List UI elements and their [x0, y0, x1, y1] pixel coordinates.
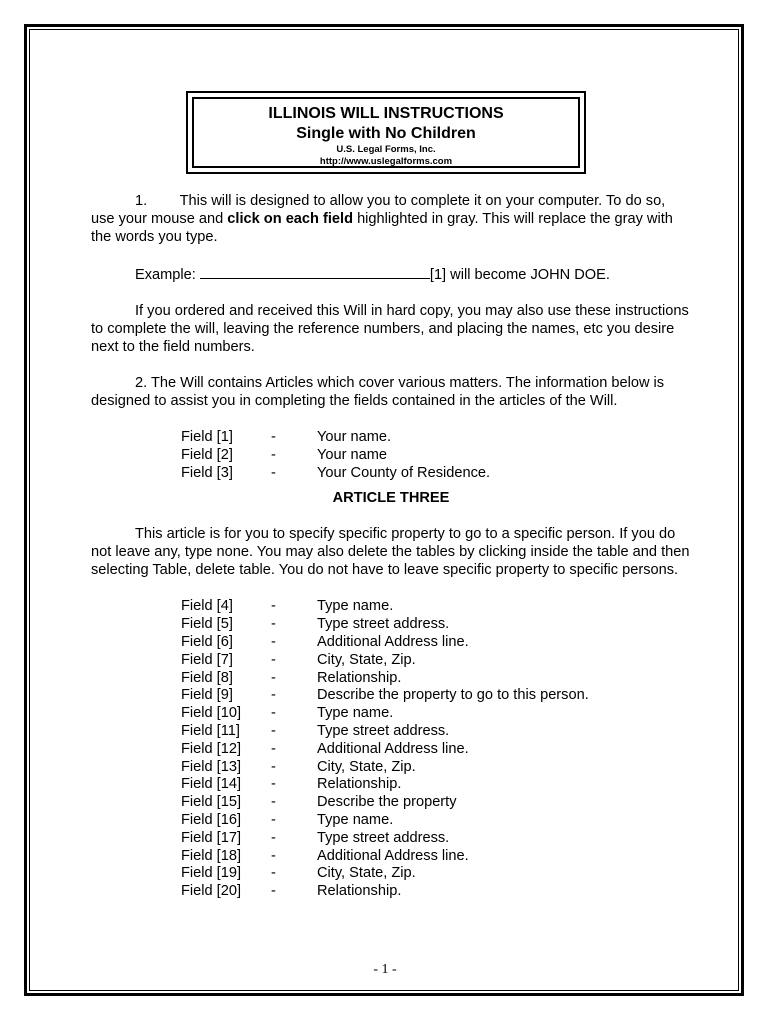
field-label: Field [13]: [181, 758, 242, 775]
field-row: [181, 615, 691, 633]
field-dash: -: [271, 776, 276, 793]
field-dash: -: [271, 811, 276, 828]
page-number: - 1 -: [373, 962, 397, 977]
paragraph-1: [91, 192, 691, 246]
field-description: Relationship.: [317, 669, 402, 686]
field-row: [181, 722, 691, 740]
field-row: [181, 464, 691, 482]
document-subtitle: Single with No Children: [296, 125, 476, 142]
field-dash: -: [271, 616, 276, 633]
company-url: http://www.uslegalforms.com: [319, 156, 453, 167]
field-row: [181, 669, 691, 687]
field-row: [181, 882, 691, 900]
field-description: Type street address.: [317, 829, 450, 846]
field-dash: -: [271, 429, 276, 445]
field-description: Describe the property: [317, 794, 457, 811]
field-dash: -: [271, 598, 276, 615]
field-description: Type street address.: [317, 616, 450, 633]
field-row: [181, 775, 691, 793]
field-dash: -: [271, 633, 276, 650]
field-description: Additional Address line.: [317, 740, 469, 757]
field-description: Type name.: [317, 598, 394, 615]
field-label: Field [3]: [181, 464, 233, 481]
field-dash: -: [271, 883, 276, 900]
field-row: [181, 811, 691, 829]
field-label: Field [17]: [181, 829, 242, 846]
title-box: [192, 97, 580, 168]
field-row: [181, 758, 691, 776]
field-list-b: [181, 597, 691, 900]
document-body: [91, 192, 691, 900]
example-label: Example:: [135, 267, 200, 283]
paragraph-1-prefix: 1. This will is designed to allow you to complete it on your computer. To do so, use your mouse and: [91, 193, 666, 227]
field-label: Field [12]: [181, 740, 242, 757]
field-label: Field [16]: [181, 811, 242, 828]
field-label: Field [20]: [181, 883, 242, 900]
paragraph-2: 2. The Will contains Articles which cover various matters. The information below is designed to assist you in completing the fields contained in the articles of the Will.: [91, 375, 665, 409]
field-dash: -: [271, 446, 276, 463]
field-label: Field [5]: [181, 616, 233, 633]
field-row: [181, 847, 691, 865]
paragraph-hardcopy: If you ordered and received this Will in hard copy, you may also use these instructions to complete the will, leaving the reference numbers, and placing the names, etc you desire next to the field numbers.: [91, 303, 689, 355]
field-description: Describe the property to go to this person.: [317, 687, 589, 704]
field-dash: -: [271, 705, 276, 722]
field-dash: -: [271, 740, 276, 757]
field-description: Relationship.: [317, 883, 402, 900]
paragraph-1-suffix: highlighted in gray. This will replace the gray with the words you type.: [91, 211, 673, 245]
article-three-heading: ARTICLE THREE: [332, 490, 450, 507]
example-line: [91, 264, 691, 284]
field-list-a: [181, 428, 691, 481]
field-dash: -: [271, 865, 276, 882]
field-label: Field [2]: [181, 446, 233, 463]
field-description: City, State, Zip.: [317, 651, 416, 668]
field-label: Field [8]: [181, 669, 233, 686]
field-description: Additional Address line.: [317, 847, 469, 864]
field-row: [181, 704, 691, 722]
field-description: Your name.: [317, 429, 392, 445]
field-row: [181, 597, 691, 615]
field-label: Field [15]: [181, 794, 242, 811]
field-label: Field [4]: [181, 598, 233, 615]
field-label: Field [6]: [181, 633, 233, 650]
field-description: Type name.: [317, 811, 394, 828]
field-dash: -: [271, 794, 276, 811]
field-row: [181, 829, 691, 847]
field-dash: -: [271, 669, 276, 686]
article-three-text: This article is for you to specify specific property to go to a specific person. If you do not leave any, type none. You may also delete the tables by clicking inside the table and then selecting Table, delete table. You do not have to leave specific property to specific persons.: [91, 526, 690, 579]
field-dash: -: [271, 758, 276, 775]
field-label: Field [19]: [181, 865, 242, 882]
field-row: [181, 446, 691, 464]
field-dash: -: [271, 651, 276, 668]
field-description: City, State, Zip.: [317, 865, 416, 882]
field-row: [181, 864, 691, 882]
field-description: Type street address.: [317, 722, 450, 739]
field-description: Additional Address line.: [317, 633, 469, 650]
field-label: Field [18]: [181, 847, 242, 864]
field-row: [181, 633, 691, 651]
field-description: Your name: [317, 446, 388, 463]
paragraph-1-bold: click on each field: [227, 211, 354, 227]
field-label: Field [10]: [181, 705, 242, 722]
field-label: Field [11]: [181, 722, 240, 739]
company-name: U.S. Legal Forms, Inc.: [336, 144, 436, 155]
field-row: [181, 428, 691, 446]
field-dash: -: [271, 847, 276, 864]
field-description: City, State, Zip.: [317, 758, 416, 775]
example-blank: [200, 264, 430, 279]
field-dash: -: [271, 687, 276, 704]
field-row: [181, 686, 691, 704]
field-description: Your County of Residence.: [317, 464, 491, 481]
field-description: Type name.: [317, 705, 394, 722]
field-dash: -: [271, 464, 276, 481]
field-row: [181, 740, 691, 758]
field-label: Field [9]: [181, 687, 233, 704]
field-dash: -: [271, 722, 276, 739]
field-dash: -: [271, 829, 276, 846]
field-label: Field [14]: [181, 776, 242, 793]
field-row: [181, 793, 691, 811]
field-label: Field [7]: [181, 651, 233, 668]
example-suffix: [1] will become JOHN DOE.: [429, 267, 610, 283]
field-description: Relationship.: [317, 776, 402, 793]
field-row: [181, 651, 691, 669]
document-title: ILLINOIS WILL INSTRUCTIONS: [268, 105, 504, 122]
field-label: Field [1]: [181, 429, 233, 445]
